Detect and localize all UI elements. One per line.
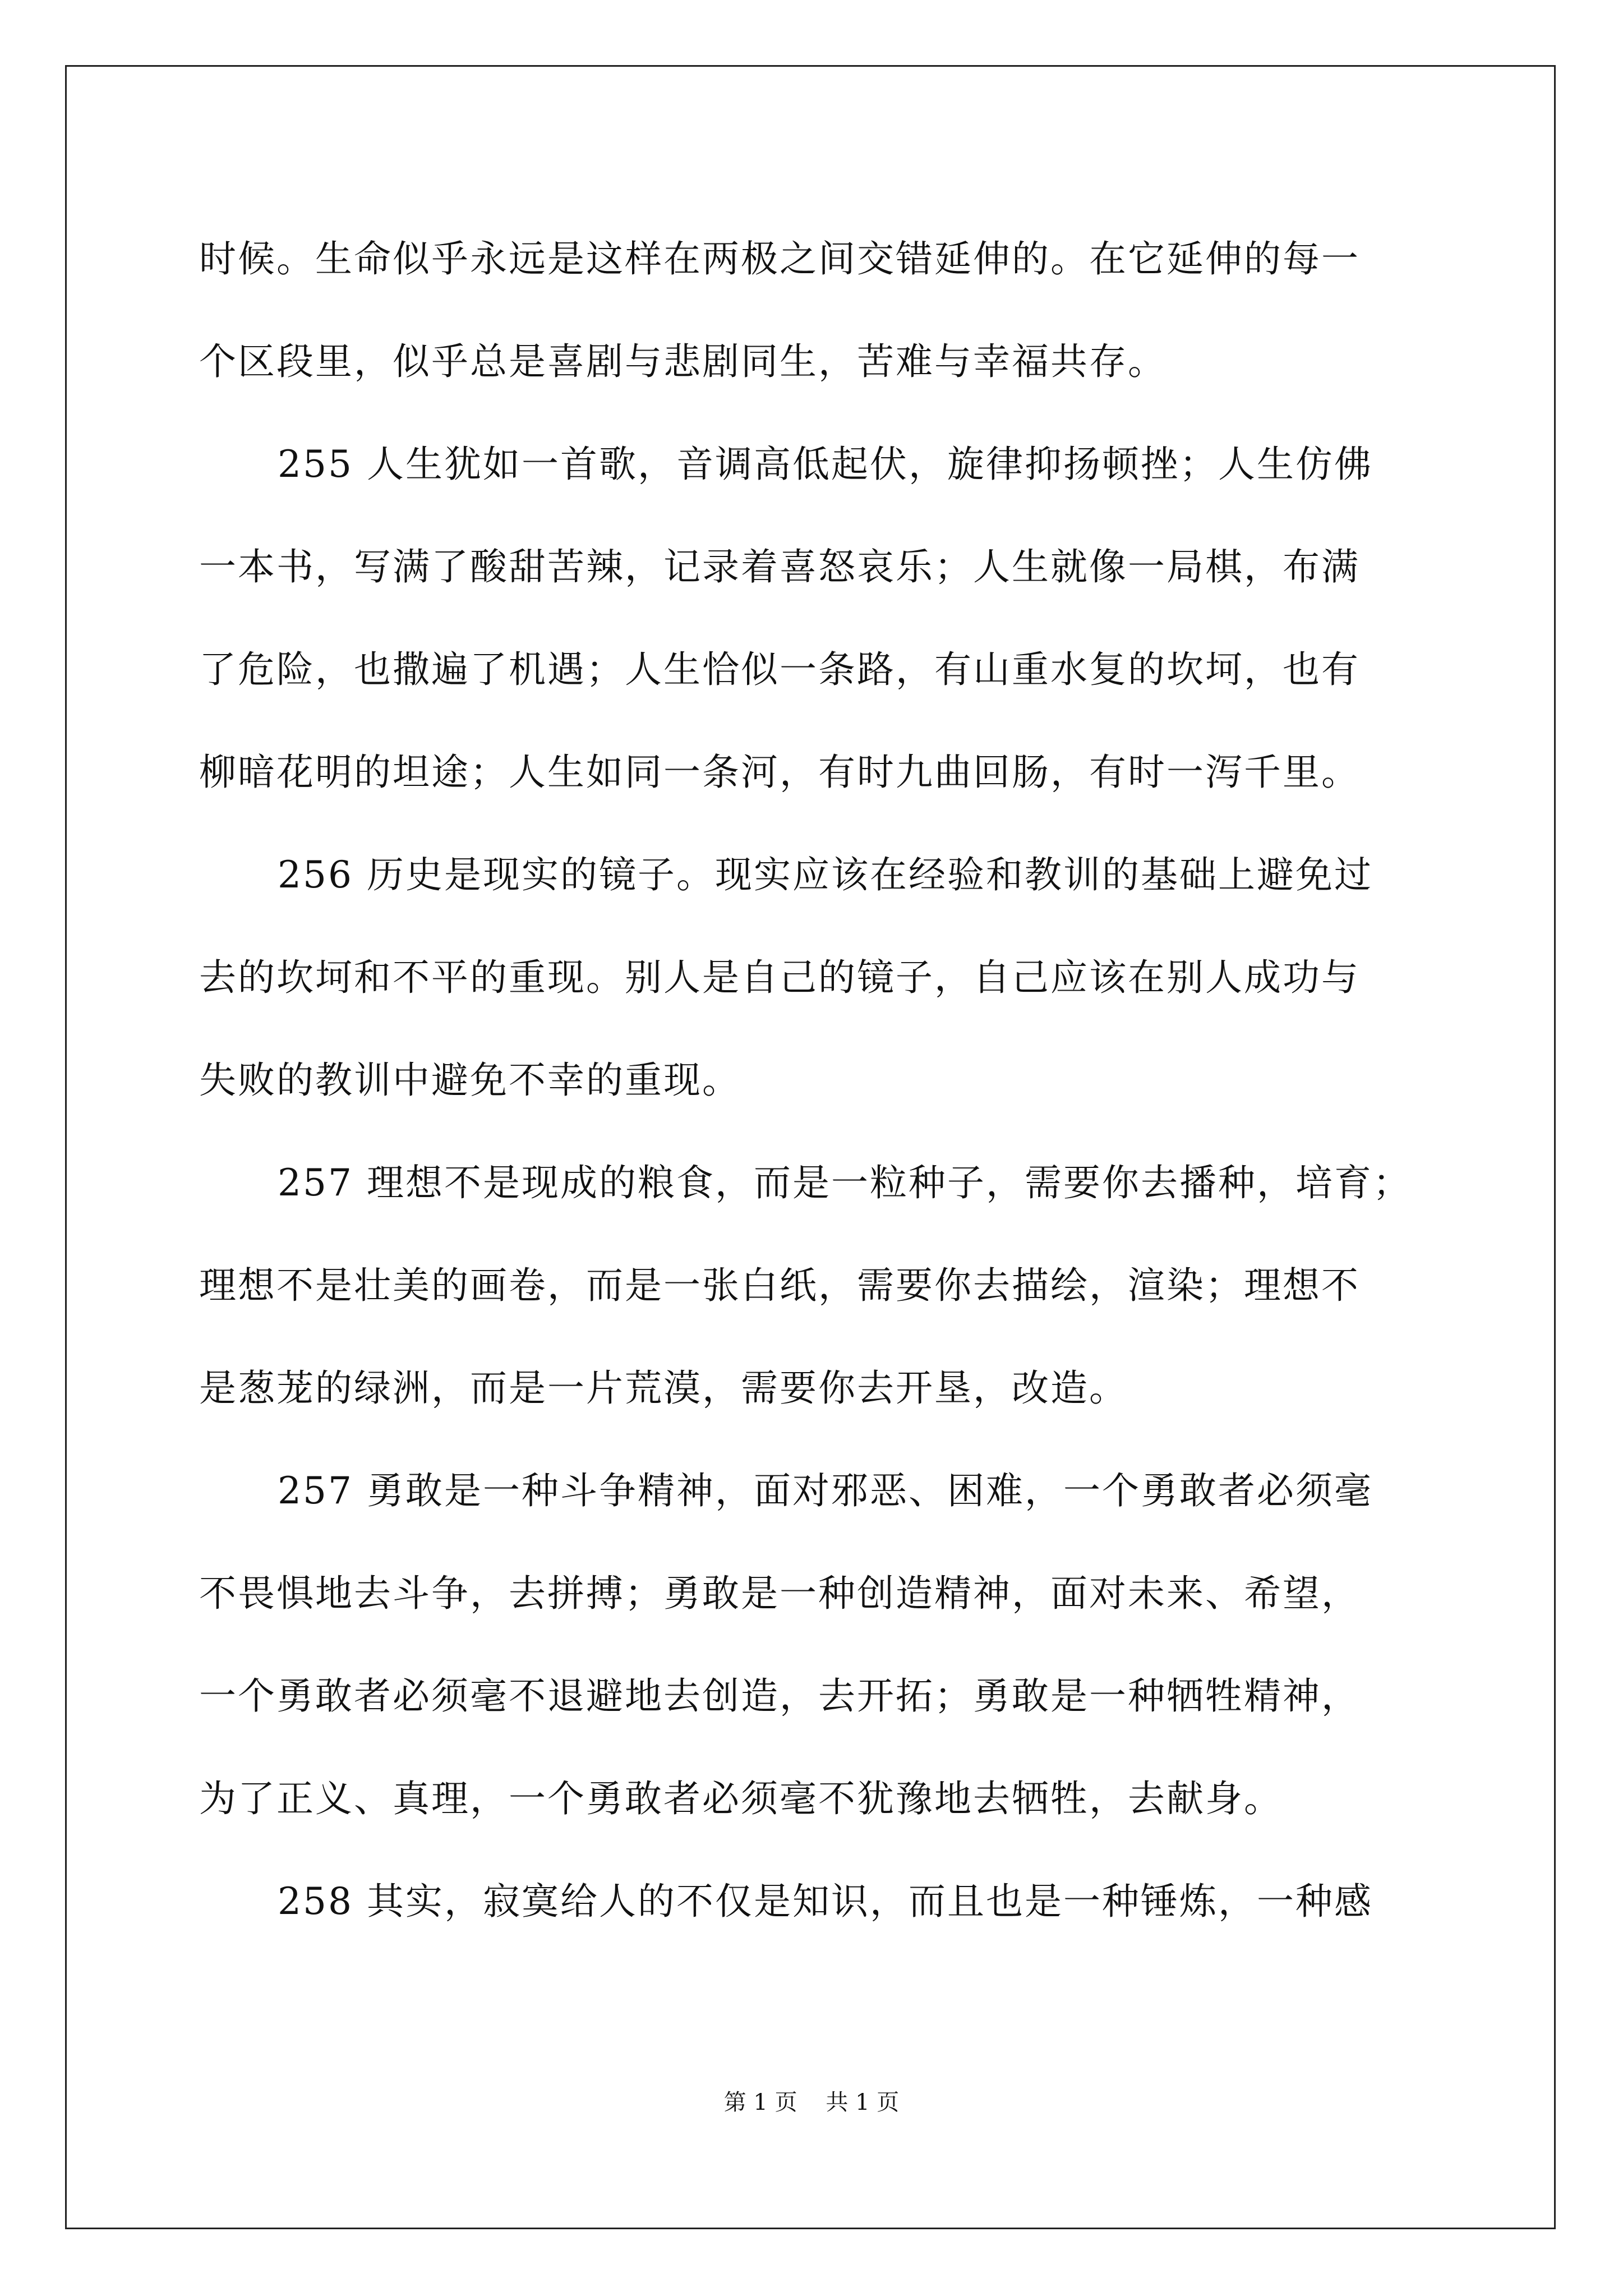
paragraph-257b-line-3: 一个勇敢者必须毫不退避地去创造，去开拓；勇敢是一种牺牲精神， — [199, 1674, 1360, 1718]
paragraph-256-line-1: 256 历史是现实的镜子。现实应该在经验和教训的基础上避免过 — [278, 853, 1373, 896]
document-body — [199, 208, 1433, 1953]
paragraph-257b-line-4: 为了正义、真理，一个勇敢者必须毫不犹豫地去牺牲，去献身。 — [199, 1777, 1283, 1820]
paragraph-257a-line-1: 257 理想不是现成的粮食，而是一粒种子，需要你去播种，培育； — [278, 1161, 1412, 1204]
paragraph-256-line-3: 失败的教训中避免不幸的重现。 — [199, 1059, 741, 1102]
text-line-1: 时候。生命似乎永远是这样在两极之间交错延伸的。在它延伸的每一 — [199, 237, 1360, 280]
paragraph-255-line-1: 255 人生犹如一首歌，音调高低起伏，旋律抑扬顿挫；人生仿佛 — [278, 443, 1373, 486]
paragraph-255-line-4: 柳暗花明的坦途；人生如同一条河，有时九曲回肠，有时一泻千里。 — [199, 751, 1360, 794]
paragraph-255-line-2: 一本书，写满了酸甜苦辣，记录着喜怒哀乐；人生就像一局棋，布满 — [199, 545, 1360, 588]
paragraph-257b-line-2: 不畏惧地去斗争，去拼搏；勇敢是一种创造精神，面对未来、希望， — [199, 1572, 1360, 1615]
paragraph-255-line-3: 了危险，也撒遍了机遇；人生恰似一条路，有山重水复的坎坷，也有 — [199, 648, 1360, 691]
page-number-footer: 第 1 页 共 1 页 — [723, 2090, 900, 2115]
paragraph-258-line-1: 258 其实，寂寞给人的不仅是知识，而且也是一种锤炼，一种感 — [278, 1880, 1373, 1923]
paragraph-257a-line-2: 理想不是壮美的画卷，而是一张白纸，需要你去描绘，渲染；理想不 — [199, 1264, 1360, 1307]
paragraph-256-line-2: 去的坎坷和不平的重现。别人是自己的镜子，自己应该在别人成功与 — [199, 956, 1360, 999]
paragraph-257a-line-3: 是葱茏的绿洲，而是一片荒漠，需要你去开垦，改造。 — [199, 1366, 1128, 1410]
text-line-2: 个区段里，似乎总是喜剧与悲剧同生，苦难与幸福共存。 — [199, 340, 1166, 383]
paragraph-257b-line-1: 257 勇敢是一种斗争精神，面对邪恶、困难，一个勇敢者必须毫 — [278, 1469, 1373, 1512]
